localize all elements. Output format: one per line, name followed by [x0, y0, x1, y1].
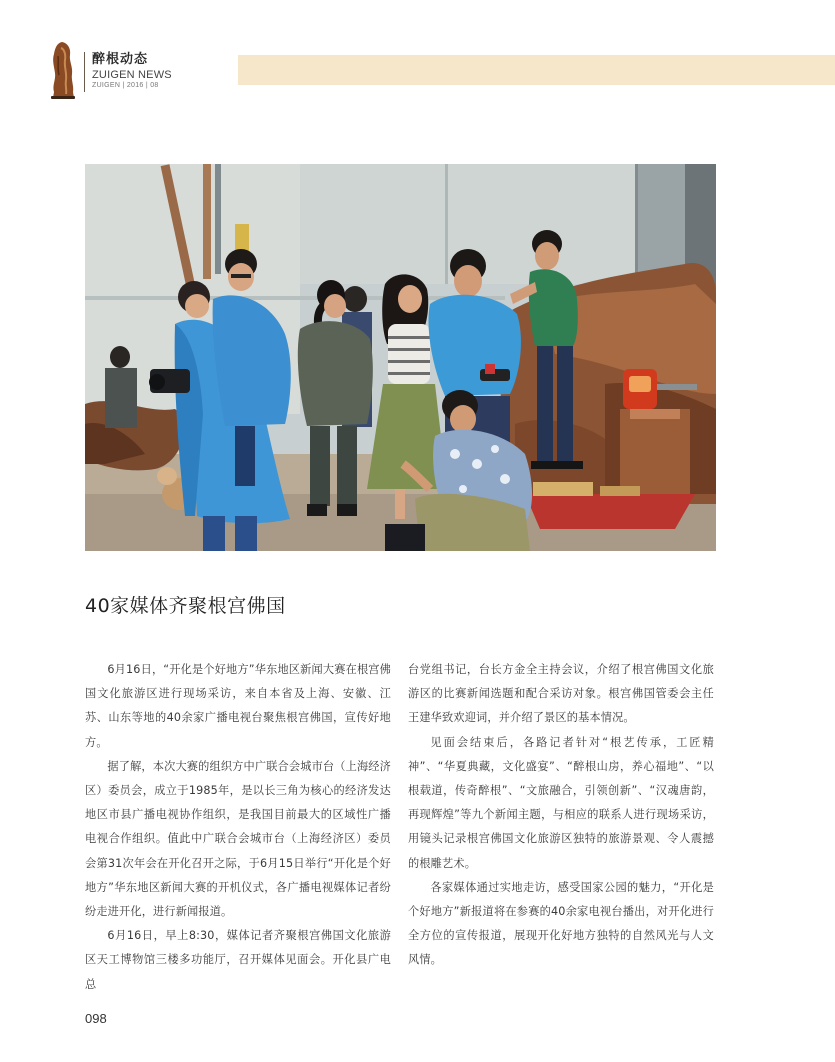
header-color-band — [238, 55, 835, 85]
section-title: 醉根动态 — [92, 52, 149, 67]
article-title: 40家媒体齐聚根宫佛国 — [85, 595, 286, 617]
paragraph: 据了解，本次大赛的组织方中广联合会城市台（上海经济区）委员会，成立于1985年，是以长三角为核心的经济发达地区市县广播电视协作组织，是我国目前最大的区域性广播电视合作组织。值此中广联合会城市台（上海经济区）委员会第31次年会在开化召开之际，于6月15日举行“开化是个好地方”华东地区新闻大赛的开机仪式，各广播电视媒体记者纷纷走进开化，进行新闻报道。 — [85, 759, 391, 919]
page-number: 098 — [85, 1011, 107, 1026]
header-divider — [84, 52, 85, 92]
paragraph: 各家媒体通过实地走访，感受国家公园的魅力，“开化是个好地方”新报道将在参赛的40余家电视台播出，对开化进行全方位的宣传报道，展现开化好地方独特的自然风光与人文风情。 — [408, 880, 714, 967]
article-column-right — [408, 658, 714, 973]
paragraph: 台党组书记，台长方金全主持会议，介绍了根宫佛国文化旅游区的比赛新闻选题和配合采访对象。根宫佛国管委会主任王建华致欢迎词，并介绍了景区的基本情况。 — [408, 663, 714, 725]
article-photo — [85, 164, 716, 551]
section-title-english: ZUIGEN NEWS — [92, 69, 172, 81]
issue-label: ZUIGEN | 2016 | 08 — [92, 82, 159, 89]
paragraph: 见面会结束后，各路记者针对“根艺传承，工匠精神”、“华夏典藏，文化盛宴”、“醉根山房，养心福地”、“以根载道，传奇醉根”、“文旅融合，引领创新”、“汉魂唐韵，再现辉煌”等九个新闻主题，与相应的联系人进行现场采访，用镜头记录根宫佛国文化旅游区独特的旅游景观、令人震撼的根雕艺术。 — [408, 735, 714, 870]
paragraph: 6月16日，早上8:30，媒体记者齐聚根宫佛国文化旅游区天工博物馆三楼多功能厅，召开媒体见面会。开化县广电总 — [85, 929, 391, 991]
root-sculpture-logo-icon — [48, 40, 78, 100]
paragraph: 6月16日，“开化是个好地方”华东地区新闻大赛在根宫佛国文化旅游区进行现场采访，来自本省及上海、安徽、江苏、山东等地的40余家广播电视台聚焦根宫佛国，宣传好地方。 — [85, 663, 391, 749]
article-column-left — [85, 658, 391, 997]
